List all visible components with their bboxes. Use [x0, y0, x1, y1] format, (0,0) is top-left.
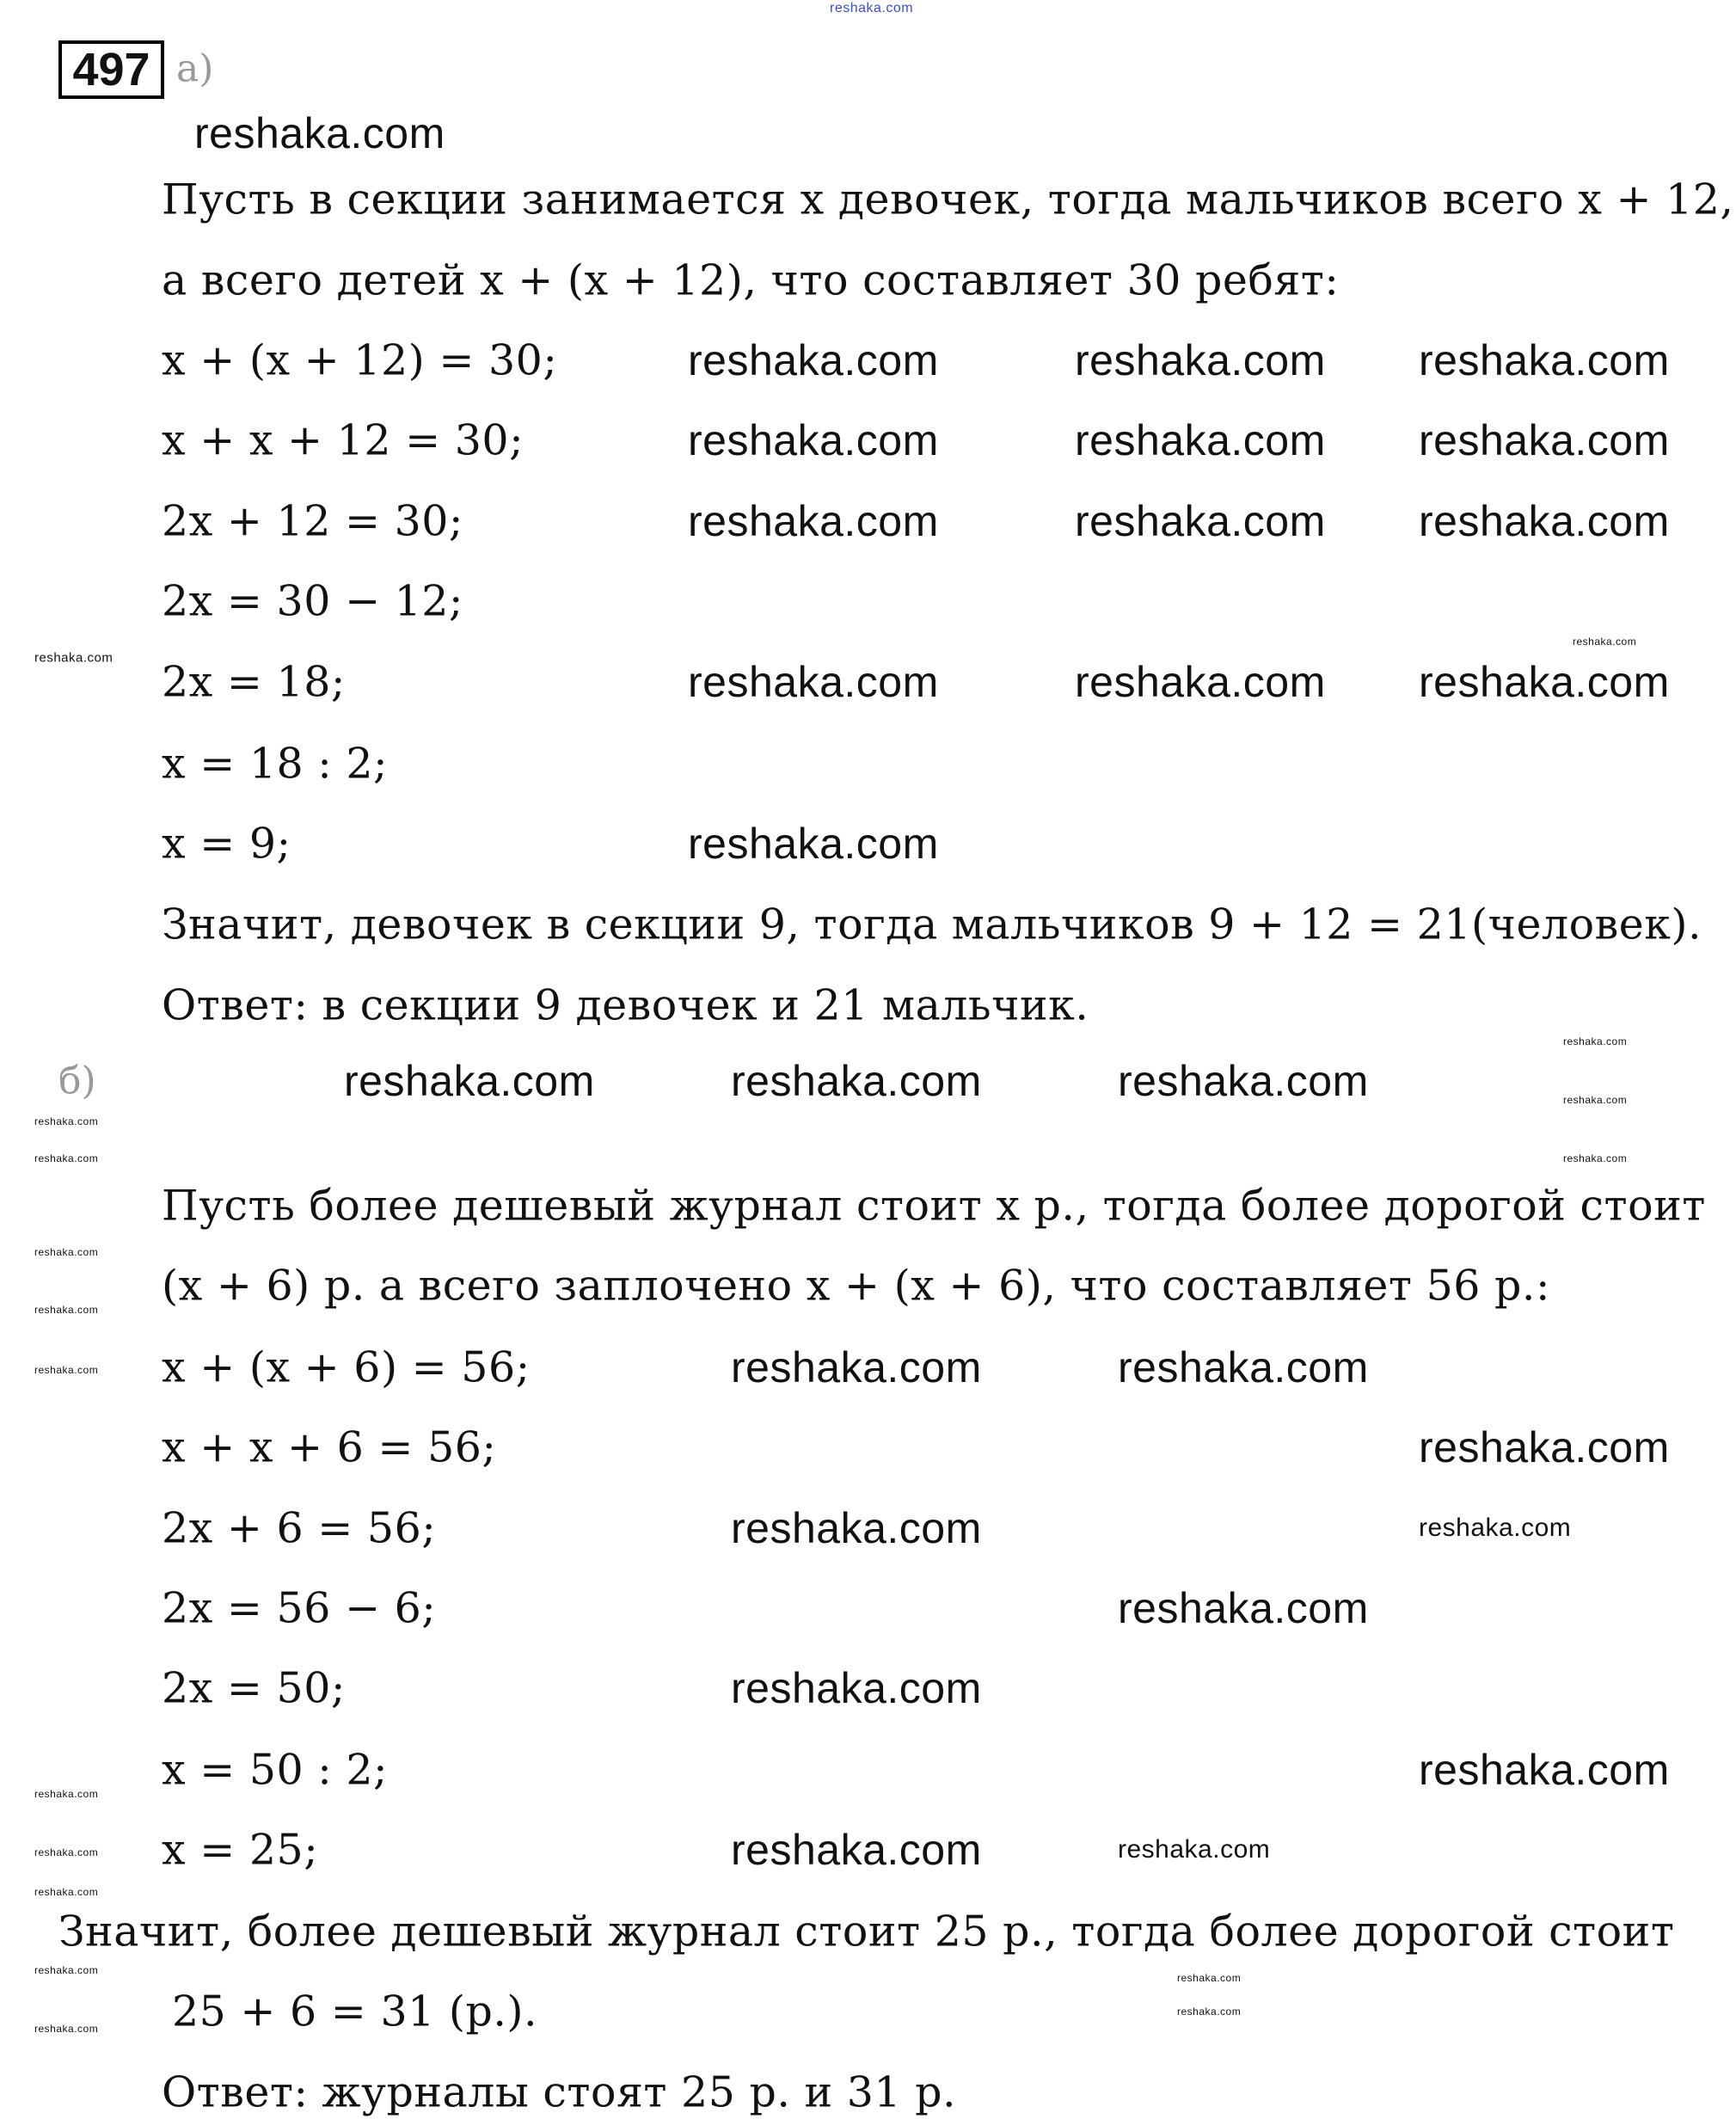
answer-line: Ответ: журналы стоят 25 р. и 31 р. [162, 2067, 957, 2117]
watermark: reshaka.com [34, 1304, 99, 1316]
text-line: Пусть более дешевый журнал стоит x р., тогда более дорогой стоит [162, 1181, 1706, 1231]
watermark: reshaka.com [1177, 1972, 1242, 1984]
watermark: reshaka.com [731, 1826, 982, 1874]
watermark: reshaka.com [34, 1788, 99, 1800]
watermark: reshaka.com [1563, 1035, 1628, 1047]
watermark: reshaka.com [34, 1152, 99, 1164]
watermark: reshaka.com [34, 1886, 99, 1898]
watermark: reshaka.com [688, 497, 939, 545]
watermark: reshaka.com [830, 1, 914, 15]
watermark: reshaka.com [1419, 1423, 1670, 1471]
watermark: reshaka.com [1118, 1584, 1369, 1632]
watermark: reshaka.com [1419, 336, 1670, 384]
watermark: reshaka.com [1419, 1746, 1670, 1794]
watermark: reshaka.com [1075, 336, 1326, 384]
equation-line: 2x = 18; [162, 657, 346, 707]
watermark: reshaka.com [688, 416, 939, 464]
equation-line: 2x + 6 = 56; [162, 1503, 437, 1553]
text-line: (x + 6) р. а всего заплочено x + (x + 6), что составляет 56 р.: [162, 1261, 1550, 1311]
watermark: reshaka.com [34, 1115, 99, 1127]
equation-line: x = 50 : 2; [162, 1745, 389, 1795]
conclusion-line: Значит, более дешевый журнал стоит 25 р., тогда более дорогой стоит [58, 1907, 1675, 1956]
watermark: reshaka.com [1118, 1057, 1369, 1105]
equation-line: x = 9; [162, 819, 291, 869]
equation-line: 2x + 12 = 30; [162, 496, 463, 546]
equation-line: 2x = 50; [162, 1663, 346, 1713]
watermark: reshaka.com [1075, 416, 1326, 464]
watermark: reshaka.com [688, 658, 939, 706]
equation-line: x + (x + 12) = 30; [162, 335, 558, 385]
equation-line: x + x + 6 = 56; [162, 1422, 497, 1472]
watermark: reshaka.com [34, 1846, 99, 1858]
watermark: reshaka.com [34, 1364, 99, 1376]
watermark: reshaka.com [731, 1664, 982, 1712]
watermark: reshaka.com [1177, 2005, 1242, 2018]
watermark: reshaka.com [1118, 1343, 1369, 1391]
watermark: reshaka.com [688, 336, 939, 384]
watermark: reshaka.com [731, 1057, 982, 1105]
answer-line: Ответ: в секции 9 девочек и 21 мальчик. [162, 980, 1089, 1030]
problem-number: 497 [58, 40, 164, 99]
watermark: reshaka.com [1075, 497, 1326, 545]
watermark: reshaka.com [731, 1343, 982, 1391]
watermark: reshaka.com [344, 1057, 595, 1105]
watermark: reshaka.com [1118, 1835, 1271, 1864]
watermark: reshaka.com [688, 820, 939, 868]
watermark: reshaka.com [1573, 636, 1637, 648]
text-line: а всего детей x + (x + 12), что составляет 30 ребят: [162, 255, 1340, 305]
watermark: reshaka.com [731, 1504, 982, 1552]
part-a-label: а) [176, 46, 214, 91]
equation-line: 2x = 56 − 6; [162, 1583, 437, 1633]
watermark: reshaka.com [1563, 1094, 1628, 1106]
watermark: reshaka.com [1419, 416, 1670, 464]
watermark: reshaka.com [1419, 658, 1670, 706]
conclusion-line: 25 + 6 = 31 (р.). [172, 1987, 538, 2036]
watermark: reshaka.com [34, 1246, 99, 1258]
conclusion-line: Значит, девочек в секции 9, тогда мальчиков 9 + 12 = 21(человек). [162, 900, 1702, 949]
watermark: reshaka.com [1075, 658, 1326, 706]
equation-line: x + x + 12 = 30; [162, 415, 524, 465]
equation-line: x = 25; [162, 1825, 319, 1875]
equation-line: x + (x + 6) = 56; [162, 1342, 531, 1392]
watermark: reshaka.com [1419, 497, 1670, 545]
watermark: reshaka.com [194, 109, 445, 157]
watermark: reshaka.com [1419, 1514, 1572, 1542]
equation-line: 2x = 30 − 12; [162, 576, 463, 626]
part-b-label: б) [58, 1059, 96, 1103]
watermark: reshaka.com [34, 2023, 99, 2035]
watermark: reshaka.com [1563, 1152, 1628, 1164]
watermark: reshaka.com [34, 1964, 99, 1976]
text-line: Пусть в секции занимается x девочек, тогда мальчиков всего x + 12, [162, 175, 1734, 224]
equation-line: x = 18 : 2; [162, 739, 389, 789]
watermark: reshaka.com [34, 650, 113, 666]
